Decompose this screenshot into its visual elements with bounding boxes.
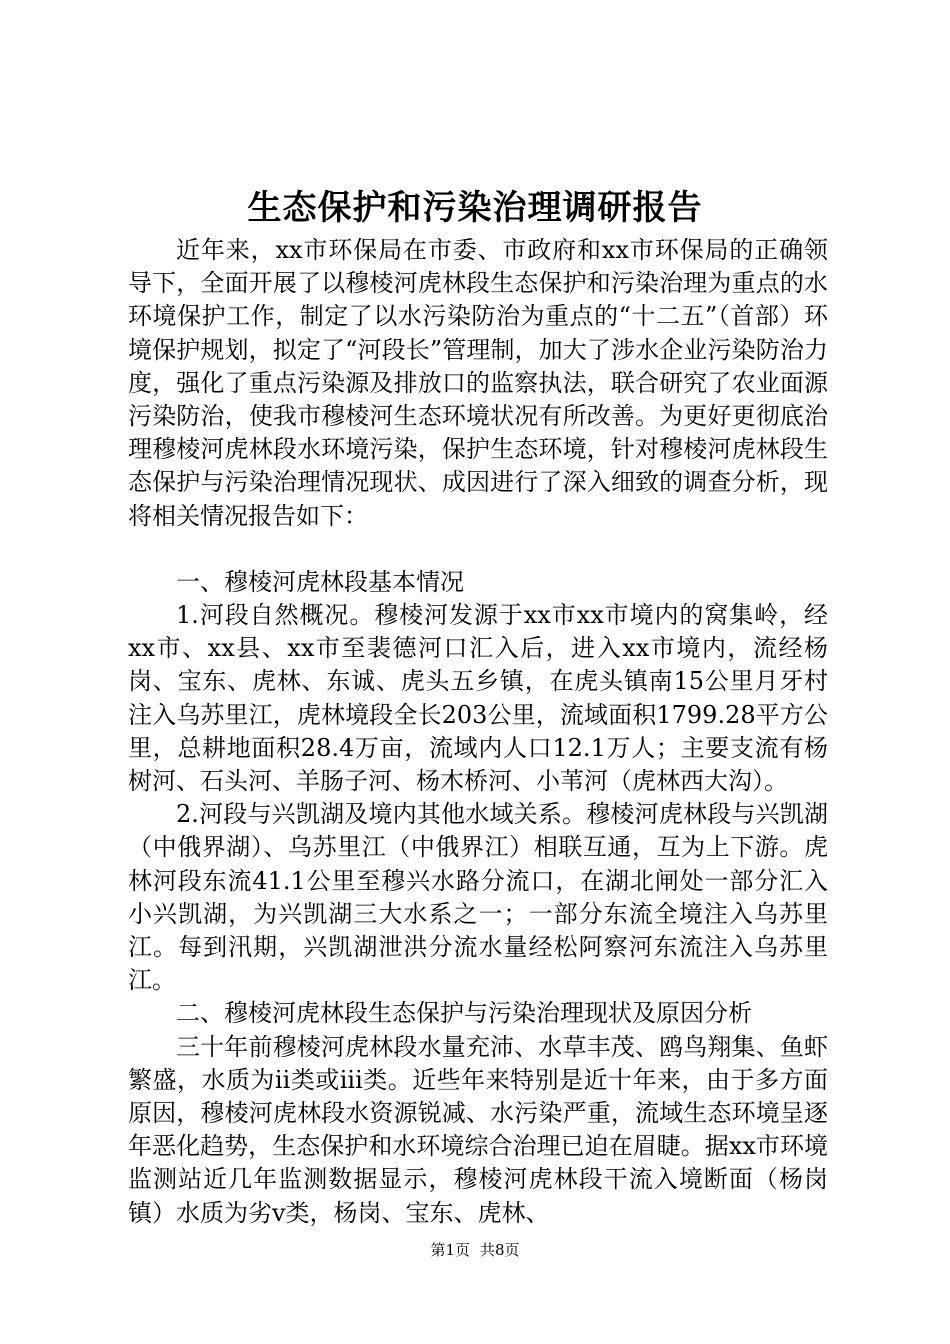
document-body <box>128 234 828 1230</box>
section-2-paragraph: 三十年前穆棱河虎林段水量充沛、水草丰茂、鸥鸟翔集、鱼虾繁盛，水质为ii类或iii类。近些年来特别是近十年来，由于多方面原因，穆棱河虎林段水资源锐减、水污染严重，流域生态环境呈逐年恶化趋势，生态保护和水环境综合治理已迫在眉睫。据xx市环境监测站近几年监测数据显示，穆棱河虎林段干流入境断面（杨岗镇）水质为劣v类，杨岗、宝东、虎林、 <box>128 1032 828 1227</box>
page-total: 共8页 <box>480 1241 520 1259</box>
page-footer <box>0 1240 950 1260</box>
section-1-item-1: 1.河段自然概况。穆棱河发源于xx市xx市境内的窝集岭，经xx市、xx县、xx市至裴德河口汇入后，进入xx市境内，流经杨岗、宝东、虎林、东诚、虎头五乡镇，在虎头镇南15公里月牙村注入乌苏里江，虎林境段全长203公里，流域面积1799.28平方公里，总耕地面积28.4万亩，流域内人口12.1万人；主要支流有杨树河、石头河、羊肠子河、杨木桥河、小苇河（虎林西大沟）。 <box>128 601 828 796</box>
section-1-heading: 一、穆棱河虎林段基本情况 <box>176 567 464 596</box>
section-1-item-2: 2.河段与兴凯湖及境内其他水域关系。穆棱河虎林段与兴凯湖（中俄界湖）、乌苏里江（中俄界江）相联互通，互为上下游。虎林河段东流41.1公里至穆兴水路分流口，在湖北闸处一部分汇入小兴凯湖，为兴凯湖三大水系之一；一部分东流全境注入乌苏里江。每到汛期，兴凯湖泄洪分流水量经松阿察河东流注入乌苏里江。 <box>128 800 828 995</box>
section-2-heading: 二、穆棱河虎林段生态保护与污染治理现状及原因分析 <box>176 999 752 1028</box>
page-number: 第1页 <box>430 1241 470 1259</box>
document-title: 生态保护和污染治理调研报告 <box>247 188 703 228</box>
intro-paragraph: 近年来，xx市环保局在市委、市政府和xx市环保局的正确领导下，全面开展了以穆棱河虎林段生态保护和污染治理为重点的水环境保护工作，制定了以水污染防治为重点的“十二五”（首部）环境保护规划，拟定了“河段长”管理制，加大了涉水企业污染防治力度，强化了重点污染源及排放口的监察执法，联合研究了农业面源污染防治，使我市穆棱河生态环境状况有所改善。为更好更彻底治理穆棱河虎林段水环境污染，保护生态环境，针对穆棱河虎林段生态保护与污染治理情况现状、成因进行了深入细致的调查分析，现将相关情况报告如下： <box>128 236 828 530</box>
